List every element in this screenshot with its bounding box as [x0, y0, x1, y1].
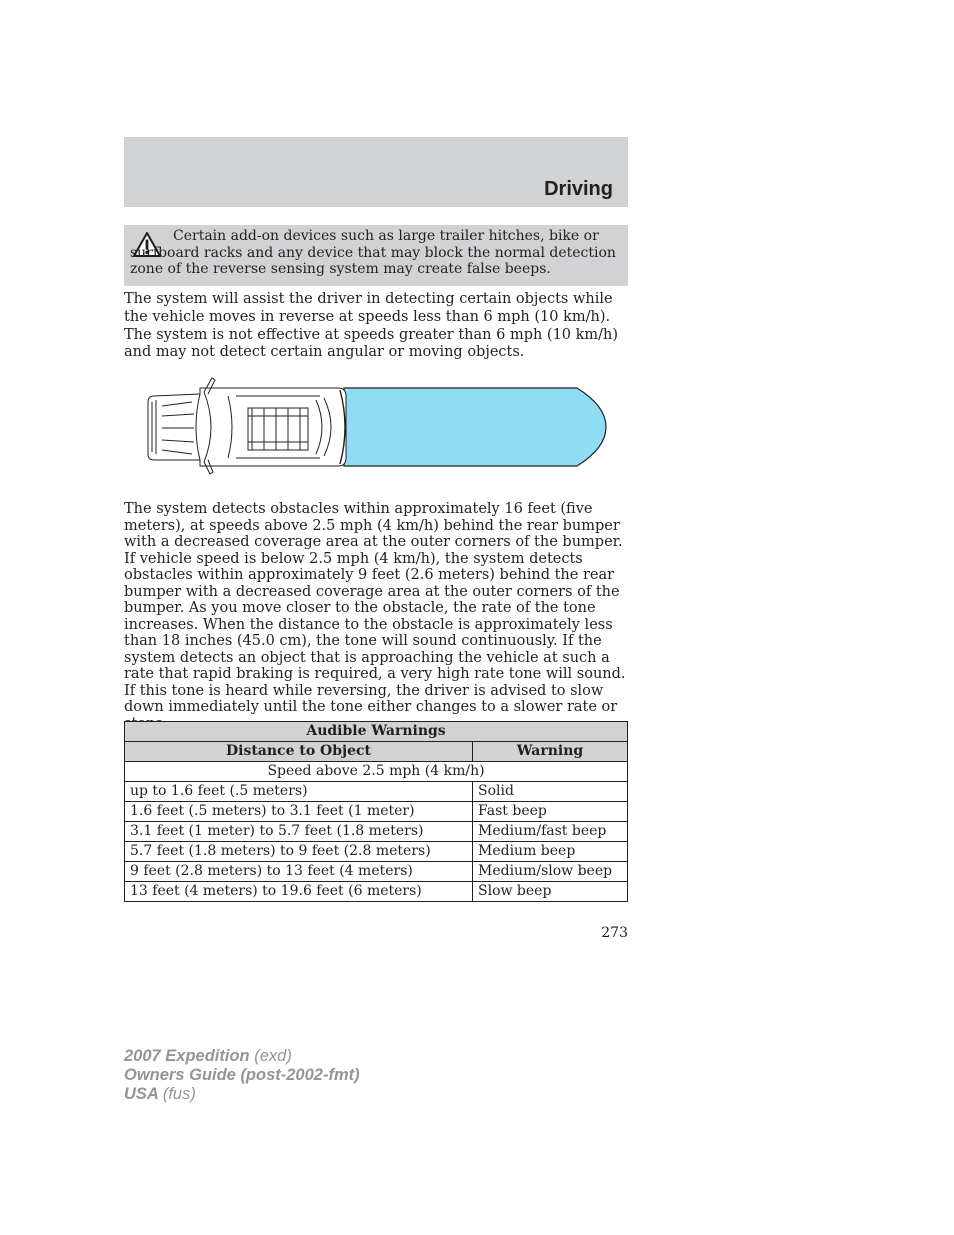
warning-cell: Solid	[473, 782, 628, 802]
detection-paragraph: The system detects obstacles within approximately 16 feet (five meters), at speeds above 2.5 mph (4 km/h) behind the rear bumper with a decreased coverage area at the outer corners of the bumper. If vehicle speed is below 2.5 mph (4 km/h), the system detects obstacles within approximately 9 feet (2.6 meters) behind the rear bumper with a decreased coverage area at the outer corners of the bumper. As you move closer to the obstacle, the rate of the tone increases. When the distance to the obstacle is approximately less than 18 inches (45.0 cm), the tone will sound continuously. If the system detects an object that is approaching the vehicle at such a rate that rapid braking is required, a very high rate tone will sound. If this tone is heard while reversing, the driver is advised to slow down immediately until the tone either changes to a slower rate or	[124, 501, 626, 715]
detection-zone	[344, 388, 606, 466]
footer-line-guide: Owners Guide (post-2002-fmt)	[124, 1066, 360, 1084]
distance-cell: 3.1 feet (1 meter) to 5.7 feet (1.8 meters)	[125, 822, 473, 842]
distance-cell: 5.7 feet (1.8 meters) to 9 feet (2.8 meters)	[125, 842, 473, 862]
warning-text: Certain add-on devices such as large trailer hitches, bike or surfboard racks and any device that may block the normal detection zone of the reverse sensing system may create false beeps.	[130, 228, 616, 277]
warning-box	[124, 225, 628, 286]
warning-cell: Medium beep	[473, 842, 628, 862]
section-header	[124, 137, 628, 207]
distance-cell: 9 feet (2.8 meters) to 13 feet (4 meters)	[125, 862, 473, 882]
table-row	[125, 782, 628, 802]
audible-warnings-table	[124, 721, 628, 902]
warning-cell: Fast beep	[473, 802, 628, 822]
distance-cell: up to 1.6 feet (.5 meters)	[125, 782, 473, 802]
table-subheading: Speed above 2.5 mph (4 km/h)	[125, 762, 628, 782]
table-row	[125, 802, 628, 822]
document-footer	[124, 1047, 360, 1104]
page-number: 273	[601, 925, 628, 941]
footer-line-model: 2007 Expedition (exd)	[124, 1047, 292, 1065]
warning-cell: Slow beep	[473, 882, 628, 902]
truck-outline	[148, 388, 346, 466]
section-title: Driving	[544, 178, 613, 200]
table-row	[125, 842, 628, 862]
table-row	[125, 882, 628, 902]
column-header-distance: Distance to Object	[125, 742, 473, 762]
reverse-sensing-diagram	[140, 372, 610, 480]
column-header-warning: Warning	[473, 742, 628, 762]
intro-paragraph: The system will assist the driver in detecting certain objects while the vehicle moves in reverse at speeds less than 6 mph (10 km/h). The system is not effective at speeds greater than 6 mph (10 km/h) and may not detect certain angular or moving objects.	[124, 291, 619, 361]
table-title: Audible Warnings	[125, 722, 628, 742]
warning-cell: Medium/fast beep	[473, 822, 628, 842]
warning-cell: Medium/slow beep	[473, 862, 628, 882]
table-row	[125, 862, 628, 882]
footer-line-region: USA (fus)	[124, 1085, 196, 1103]
distance-cell: 1.6 feet (.5 meters) to 3.1 feet (1 meter)	[125, 802, 473, 822]
distance-cell: 13 feet (4 meters) to 19.6 feet (6 meters)	[125, 882, 473, 902]
table-row	[125, 822, 628, 842]
